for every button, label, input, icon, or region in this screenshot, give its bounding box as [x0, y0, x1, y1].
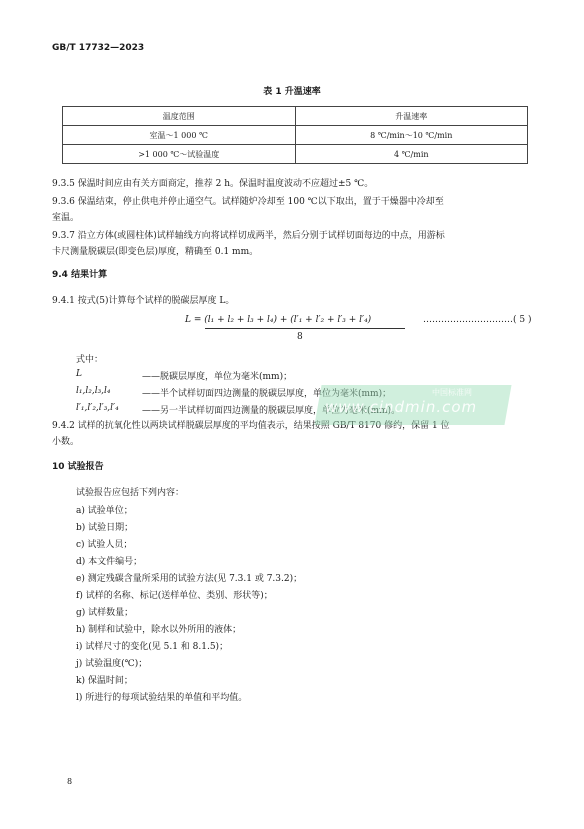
table-row — [63, 126, 528, 145]
symbol-L: L — [76, 369, 82, 379]
clause-9-4-2-cont: 小数。 — [52, 437, 80, 447]
heating-rate-table — [62, 106, 528, 164]
section-heading-9-4: 9.4 结果计算 — [52, 270, 108, 280]
formula-number: …………………………( 5 ) — [423, 315, 532, 325]
table-caption: 表 1 升温速率 — [263, 87, 321, 97]
list-item: h) 制样和试验中，除水以外所用的液体； — [76, 625, 242, 635]
watermark-text: www.cindmin.com — [325, 398, 478, 416]
list-item: b) 试验日期； — [76, 523, 134, 533]
list-item: j) 试验温度(℃)； — [76, 659, 148, 669]
clause-9-4-2: 9.4.2 试样的抗氧化性以两块试样脱碳层厚度的平均值表示，结果按照 GB/T 8170 修约，保留 1 位 — [52, 421, 450, 431]
list-item: c) 试验人员； — [76, 540, 133, 550]
section-heading-10: 10 试验报告 — [52, 462, 104, 472]
page-number: 8 — [67, 777, 73, 786]
document-header: GB/T 17732—2023 — [52, 43, 145, 53]
table-row — [63, 145, 528, 164]
table-header-row — [63, 107, 528, 126]
table-cell: 4 ℃/min — [295, 145, 528, 164]
list-item: e) 测定残碳含量所采用的试验方法(见 7.3.1 或 7.3.2)； — [76, 574, 303, 584]
clause-9-3-7-cont: 卡尺测量脱碳层(即变色层)厚度，精确至 0.1 mm。 — [52, 247, 259, 257]
clause-9-3-7: 9.3.7 沿立方体(或圆柱体)试样轴线方向将试样切成两半，然后分别于试样切面每边的中点，用游标 — [52, 231, 445, 241]
table-cell: 8 ℃/min～10 ℃/min — [295, 126, 528, 145]
table-header-cell: 升温速率 — [295, 107, 528, 126]
symbol-l-prime-desc: ——另一半试样切面四边测量的脱碳层厚度，单位为毫米(mm)。 — [142, 406, 401, 416]
watermark-small-text: 中国标准网 — [432, 388, 472, 397]
symbol-l-desc: ——半个试样切面四边测量的脱碳层厚度，单位为毫米(mm)； — [142, 389, 392, 399]
formula-lhs-text: L = — [185, 315, 205, 325]
formula-lhs — [185, 315, 371, 325]
clause-9-3-5: 9.3.5 保温时间应由有关方面商定，推荐 2 h。保温时温度波动不应超过±5 ℃。 — [52, 179, 374, 189]
list-item: g) 试样数量； — [76, 608, 134, 618]
formula-numerator: (l₁ + l₂ + l₃ + l₄) + (l′₁ + l′₂ + l′₃ + l′₄) — [204, 315, 372, 325]
list-item: l) 所进行的每项试验结果的单值和平均值。 — [76, 693, 248, 703]
list-item: f) 试样的名称、标记(送样单位、类别、形状等)； — [76, 591, 273, 601]
where-label: 式中： — [76, 355, 104, 365]
list-item: d) 本文件编号； — [76, 557, 143, 567]
symbol-l: l₁,l₂,l₃,l₄ — [76, 386, 111, 396]
clause-9-3-6: 9.3.6 保温结束，停止供电并停止通空气。试样随炉冷却至 100 ℃以下取出，置于干燥器中冷却至 — [52, 197, 444, 207]
table-cell: 室温～1 000 ℃ — [63, 126, 296, 145]
list-item: k) 保温时间； — [76, 676, 133, 686]
formula-denominator: 8 — [297, 332, 303, 342]
table-header-cell: 温度范围 — [63, 107, 296, 126]
symbol-l-prime: l′₁,l′₂,l′₃,l′₄ — [76, 403, 119, 413]
report-intro: 试验报告应包括下列内容： — [76, 488, 185, 498]
clause-9-4-1: 9.4.1 按式(5)计算每个试样的脱碳层厚度 L。 — [52, 296, 235, 306]
symbol-L-desc: ——脱碳层厚度，单位为毫米(mm)； — [142, 372, 293, 382]
clause-9-3-6-cont: 室温。 — [52, 213, 80, 223]
fraction-line — [205, 328, 405, 329]
table-cell: >1 000 ℃～试验温度 — [63, 145, 296, 164]
list-item: a) 试验单位； — [76, 506, 133, 516]
list-item: i) 试样尺寸的变化(见 5.1 和 8.1.5)； — [76, 642, 229, 652]
